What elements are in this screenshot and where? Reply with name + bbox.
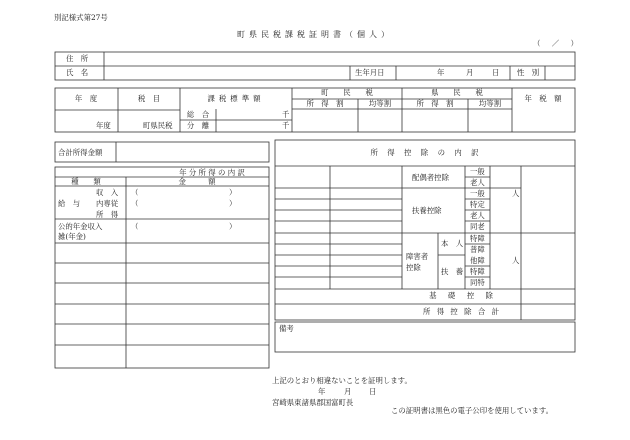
address-label: 住 所	[66, 54, 89, 63]
certification-text: 上記のとおり相違ないことを証明します。	[272, 376, 412, 385]
row-tax-item: 町県民税	[143, 121, 173, 130]
dependent-cohabit-elderly-label: 同老	[470, 222, 485, 231]
birth-year-mark: 年	[437, 68, 445, 77]
remarks-label: 備考	[279, 324, 294, 333]
electronic-seal-note: この証明書は黒色の電子公印を使用しています。	[391, 406, 554, 415]
special-employment-label: 内専従	[96, 199, 119, 208]
separate-label: 分 離	[186, 121, 210, 130]
birth-day-mark: 日	[492, 68, 500, 77]
disability-dependent-label: 扶 養	[441, 267, 464, 276]
paren-close-1: ）	[229, 188, 237, 197]
dependent-count-unit: 人	[512, 189, 520, 198]
cert-year-mark: 年	[318, 387, 326, 396]
pref-tax-header: 県 民 税	[431, 88, 483, 97]
town-tax-header: 町 民 税	[321, 88, 373, 97]
issuer-name: 宮崎県東諸県郡国富町長	[272, 398, 354, 407]
fiscal-year-mark: （ ／ ）	[533, 39, 580, 48]
total-income-label: 合計所得金額	[58, 148, 103, 157]
paren-open-3: （	[131, 222, 139, 231]
income-table-box	[55, 167, 269, 368]
annual-tax-header: 年 税 額	[524, 94, 562, 103]
disability-self-label: 本 人	[441, 239, 464, 248]
pref-equal-share-header: 均等割	[478, 99, 502, 108]
deduction-total-label: 所 得 控 除 合 計	[422, 307, 502, 316]
cert-day-mark: 日	[369, 387, 377, 396]
salary-receipts-label: 収 入	[96, 188, 119, 197]
disability-count-unit: 人	[512, 256, 520, 265]
town-income-share-header: 所 得 割	[306, 99, 344, 108]
dependent-special-disability-label: 特障	[470, 267, 485, 276]
birth-month-mark: 月	[466, 68, 474, 77]
tax-item-header: 税 目	[137, 94, 161, 103]
income-breakdown-title: 年 分 所 得 の 内 訳	[179, 168, 245, 177]
row-year-label: 年度	[96, 121, 111, 130]
unit-thousand-1: 千	[282, 110, 290, 119]
birth-date-label: 生年月日	[355, 68, 385, 77]
comprehensive-label: 総 合	[186, 110, 210, 119]
income-amount-header: 金 額	[178, 177, 216, 186]
self-special-disability-label: 特障	[470, 234, 485, 243]
basic-deduction-label: 基 礎 控 除	[429, 291, 495, 300]
paren-close-2: ）	[229, 199, 237, 208]
dependent-specific-label: 特定	[470, 200, 485, 209]
paren-open-2: （	[131, 199, 139, 208]
dependent-elderly-label: 老人	[470, 211, 485, 220]
name-label: 氏 名	[66, 68, 89, 77]
spouse-deduction-label: 配偶者控除	[412, 173, 449, 182]
unit-thousand-2: 千	[282, 121, 290, 130]
cohabit-special-disability-label: 同特	[470, 278, 485, 287]
paren-open-1: （	[131, 188, 139, 197]
deduction-table-box	[275, 140, 575, 320]
paren-close-3: ）	[229, 222, 237, 231]
income-kind-header: 種 類	[71, 177, 101, 186]
pension-misc-label: 雑(年金)	[58, 232, 86, 241]
remarks-box	[275, 322, 575, 352]
pref-income-share-header: 所 得 割	[416, 99, 454, 108]
tax-base-header: 課税標準額	[207, 94, 265, 103]
dependent-general-label: 一般	[470, 189, 485, 198]
cert-month-mark: 月	[344, 387, 352, 396]
self-normal-disability-label: 普障	[470, 245, 485, 254]
spouse-elderly-label: 老人	[470, 178, 485, 187]
dependent-deduction-label: 扶養控除	[412, 206, 442, 215]
salary-label: 給 与	[58, 199, 81, 208]
year-header: 年 度	[74, 94, 98, 103]
pension-receipts-label: 公的年金収入	[58, 222, 103, 231]
sex-label: 性 別	[517, 68, 540, 77]
spouse-general-label: 一般	[470, 167, 485, 176]
deduction-title: 所 得 控 除 の 内 訳	[370, 148, 480, 157]
salary-income-label: 所 得	[96, 210, 119, 219]
form-title: 町県民税課税証明書（個人）	[237, 30, 393, 39]
form-number: 別記様式第27号	[54, 13, 108, 22]
disability-deduction-label: 障害者控除	[406, 252, 429, 272]
other-disability-label: 他障	[470, 256, 485, 265]
town-equal-share-header: 均等割	[368, 99, 392, 108]
